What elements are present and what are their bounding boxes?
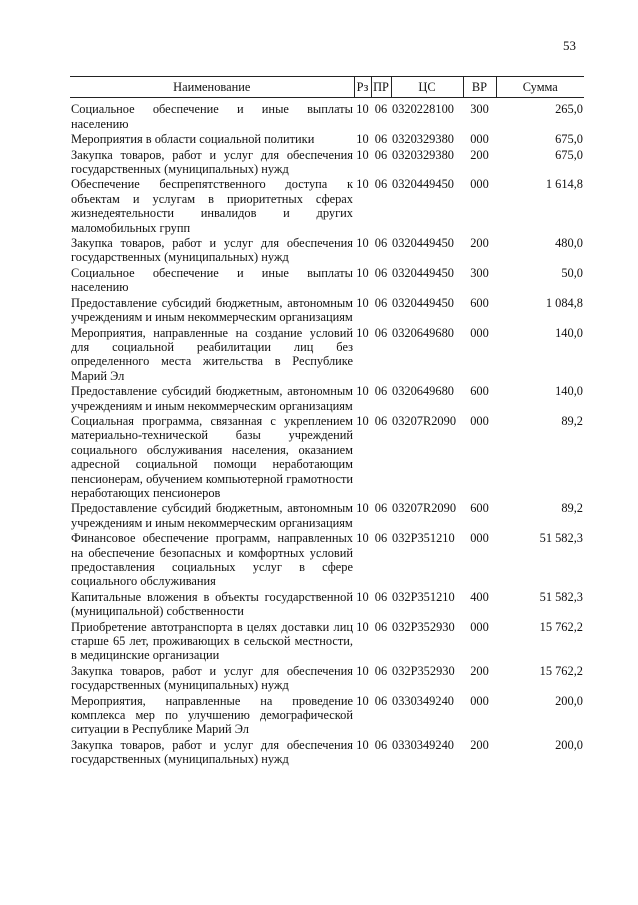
table-row bbox=[70, 620, 584, 664]
row-rz: 10 bbox=[356, 619, 369, 634]
row-name: Мероприятия, направленные на проведение комплекса мер по улучшению демографической ситуации в Республике Марий Эл bbox=[71, 693, 353, 737]
row-name: Мероприятия, направленные на создание условий для социальной реабилитации лиц без определенного места жительства в Республике Марий Эл bbox=[71, 325, 353, 383]
row-name: Социальная программа, связанная с укреплением материально-технической базы учреждений социального обслуживания населения, оказанием адресной социальной помощи неработающим пенсионерам, обучением компьютерной грамотности неработающих пенсионеров bbox=[71, 413, 353, 500]
table-row bbox=[70, 326, 584, 385]
header-sum: Сумма bbox=[496, 77, 584, 98]
row-pr: 06 bbox=[374, 236, 388, 251]
table-row bbox=[70, 531, 584, 590]
row-rz: 10 bbox=[356, 501, 369, 516]
row-sum: 89,2 bbox=[561, 413, 583, 428]
row-name: Обеспечение беспрепятственного доступа к объектам и услугам в приоритетных сферах жизнедеятельности инвалидов и других маломобильных групп bbox=[71, 177, 353, 235]
row-sum: 480,0 bbox=[555, 236, 583, 251]
row-vr: 200 bbox=[470, 147, 489, 162]
row-sum: 89,2 bbox=[561, 501, 583, 516]
row-cs: 0320449450 bbox=[392, 236, 454, 251]
row-rz: 10 bbox=[356, 236, 369, 251]
row-sum: 15 762,2 bbox=[539, 619, 583, 634]
row-sum: 50,0 bbox=[561, 265, 583, 280]
table-row bbox=[70, 148, 584, 178]
header-rz: Рз bbox=[354, 77, 371, 98]
row-vr: 200 bbox=[470, 663, 489, 678]
row-vr: 600 bbox=[470, 384, 489, 399]
row-pr: 06 bbox=[374, 265, 388, 280]
row-cs: 0320649680 bbox=[392, 384, 454, 399]
row-cs: 032P351210 bbox=[392, 589, 455, 604]
row-sum: 265,0 bbox=[555, 102, 583, 117]
table-row bbox=[70, 236, 584, 266]
table-row bbox=[70, 102, 584, 132]
table-row bbox=[70, 414, 584, 501]
row-pr: 06 bbox=[374, 413, 388, 428]
row-vr: 200 bbox=[470, 236, 489, 251]
row-name: Социальное обеспечение и иные выплаты населению bbox=[71, 265, 353, 295]
row-pr: 06 bbox=[374, 737, 388, 752]
row-vr: 000 bbox=[470, 413, 489, 428]
row-pr: 06 bbox=[374, 501, 388, 516]
row-vr: 400 bbox=[470, 589, 489, 604]
row-name: Предоставление субсидий бюджетным, автономным учреждениям и иным некоммерческим организациям bbox=[71, 501, 353, 530]
row-vr: 000 bbox=[470, 531, 489, 546]
row-pr: 06 bbox=[374, 663, 388, 678]
row-sum: 675,0 bbox=[555, 132, 583, 147]
row-vr: 000 bbox=[470, 132, 489, 147]
row-sum: 51 582,3 bbox=[539, 589, 583, 604]
row-rz: 10 bbox=[356, 413, 369, 428]
table-row bbox=[70, 266, 584, 296]
row-rz: 10 bbox=[356, 531, 369, 546]
row-sum: 200,0 bbox=[555, 693, 583, 708]
row-rz: 10 bbox=[356, 177, 369, 192]
row-pr: 06 bbox=[374, 325, 388, 340]
header-vr: ВР bbox=[463, 77, 496, 98]
row-rz: 10 bbox=[356, 102, 369, 117]
page-number: 53 bbox=[563, 38, 576, 53]
row-cs: 032P352930 bbox=[392, 619, 455, 634]
row-pr: 06 bbox=[374, 177, 388, 192]
table-row bbox=[70, 694, 584, 738]
row-name: Закупка товаров, работ и услуг для обеспечения государственных (муниципальных) нужд bbox=[71, 236, 353, 265]
header-pr: ПР bbox=[371, 77, 391, 98]
row-name: Финансовое обеспечение программ, направленных на обеспечение безопасных и комфортных условий предоставления социальных услуг в сфере социального обслуживания bbox=[71, 531, 353, 589]
row-name: Мероприятия в области социальной политики bbox=[71, 132, 315, 147]
row-rz: 10 bbox=[356, 132, 369, 147]
row-pr: 06 bbox=[374, 295, 388, 310]
row-rz: 10 bbox=[356, 384, 369, 399]
row-sum: 200,0 bbox=[555, 737, 583, 752]
row-cs: 032P352930 bbox=[392, 663, 455, 678]
row-cs: 0330349240 bbox=[392, 737, 454, 752]
row-name: Капитальные вложения в объекты государственной (муниципальной) собственности bbox=[71, 589, 353, 619]
row-cs: 0330349240 bbox=[392, 693, 454, 708]
row-name: Предоставление субсидий бюджетным, автономным учреждениям и иным некоммерческим организациям bbox=[71, 295, 353, 325]
row-sum: 1 084,8 bbox=[545, 295, 583, 310]
row-rz: 10 bbox=[356, 147, 369, 162]
row-pr: 06 bbox=[374, 693, 388, 708]
row-vr: 300 bbox=[470, 265, 489, 280]
row-name: Закупка товаров, работ и услуг для обеспечения государственных (муниципальных) нужд bbox=[71, 737, 353, 767]
row-vr: 200 bbox=[470, 737, 489, 752]
table-row bbox=[70, 738, 584, 768]
row-sum: 1 614,8 bbox=[545, 177, 583, 192]
row-vr: 000 bbox=[470, 325, 489, 340]
row-vr: 600 bbox=[470, 295, 489, 310]
row-name: Приобретение автотранспорта в целях доставки лиц старше 65 лет, проживающих в сельской местности, в медицинские организации bbox=[71, 619, 353, 663]
table-row bbox=[70, 296, 584, 326]
row-vr: 000 bbox=[470, 177, 489, 192]
row-rz: 10 bbox=[356, 663, 369, 678]
row-cs: 0320449450 bbox=[392, 265, 454, 280]
row-rz: 10 bbox=[356, 737, 369, 752]
table-header-row bbox=[70, 77, 584, 98]
row-cs: 0320649680 bbox=[392, 325, 454, 340]
budget-table bbox=[70, 76, 584, 768]
row-sum: 675,0 bbox=[555, 147, 583, 162]
row-cs: 0320449450 bbox=[392, 177, 454, 192]
table-row bbox=[70, 501, 584, 531]
row-pr: 06 bbox=[374, 589, 388, 604]
row-pr: 06 bbox=[374, 132, 388, 147]
row-pr: 06 bbox=[374, 619, 388, 634]
row-cs: 0320228100 bbox=[392, 102, 454, 117]
row-sum: 15 762,2 bbox=[539, 663, 583, 678]
row-sum: 51 582,3 bbox=[539, 531, 583, 546]
header-name: Наименование bbox=[70, 77, 354, 98]
header-cs: ЦС bbox=[391, 77, 463, 98]
row-name: Социальное обеспечение и иные выплаты населению bbox=[71, 102, 353, 131]
row-name: Закупка товаров, работ и услуг для обеспечения государственных (муниципальных) нужд bbox=[71, 663, 353, 693]
row-name: Предоставление субсидий бюджетным, автономным учреждениям и иным некоммерческим организациям bbox=[71, 384, 353, 413]
row-cs: 0320449450 bbox=[392, 295, 454, 310]
row-rz: 10 bbox=[356, 589, 369, 604]
row-pr: 06 bbox=[374, 147, 388, 162]
row-vr: 300 bbox=[470, 102, 489, 117]
row-vr: 000 bbox=[470, 693, 489, 708]
table-row bbox=[70, 177, 584, 236]
row-sum: 140,0 bbox=[555, 325, 583, 340]
table-row bbox=[70, 664, 584, 694]
row-pr: 06 bbox=[374, 102, 388, 117]
row-cs: 032P351210 bbox=[392, 531, 455, 546]
row-rz: 10 bbox=[356, 265, 369, 280]
row-cs: 0320329380 bbox=[392, 147, 454, 162]
row-rz: 10 bbox=[356, 295, 369, 310]
row-rz: 10 bbox=[356, 325, 369, 340]
table-row bbox=[70, 590, 584, 620]
row-sum: 140,0 bbox=[555, 384, 583, 399]
row-name: Закупка товаров, работ и услуг для обеспечения государственных (муниципальных) нужд bbox=[71, 147, 353, 177]
table-row bbox=[70, 384, 584, 414]
row-cs: 0320329380 bbox=[392, 132, 454, 147]
row-vr: 000 bbox=[470, 619, 489, 634]
row-cs: 03207R2090 bbox=[392, 413, 457, 428]
row-rz: 10 bbox=[356, 693, 369, 708]
row-pr: 06 bbox=[374, 384, 388, 399]
row-vr: 600 bbox=[470, 501, 489, 516]
row-cs: 03207R2090 bbox=[392, 501, 457, 516]
row-pr: 06 bbox=[374, 531, 388, 546]
table-row bbox=[70, 132, 584, 147]
